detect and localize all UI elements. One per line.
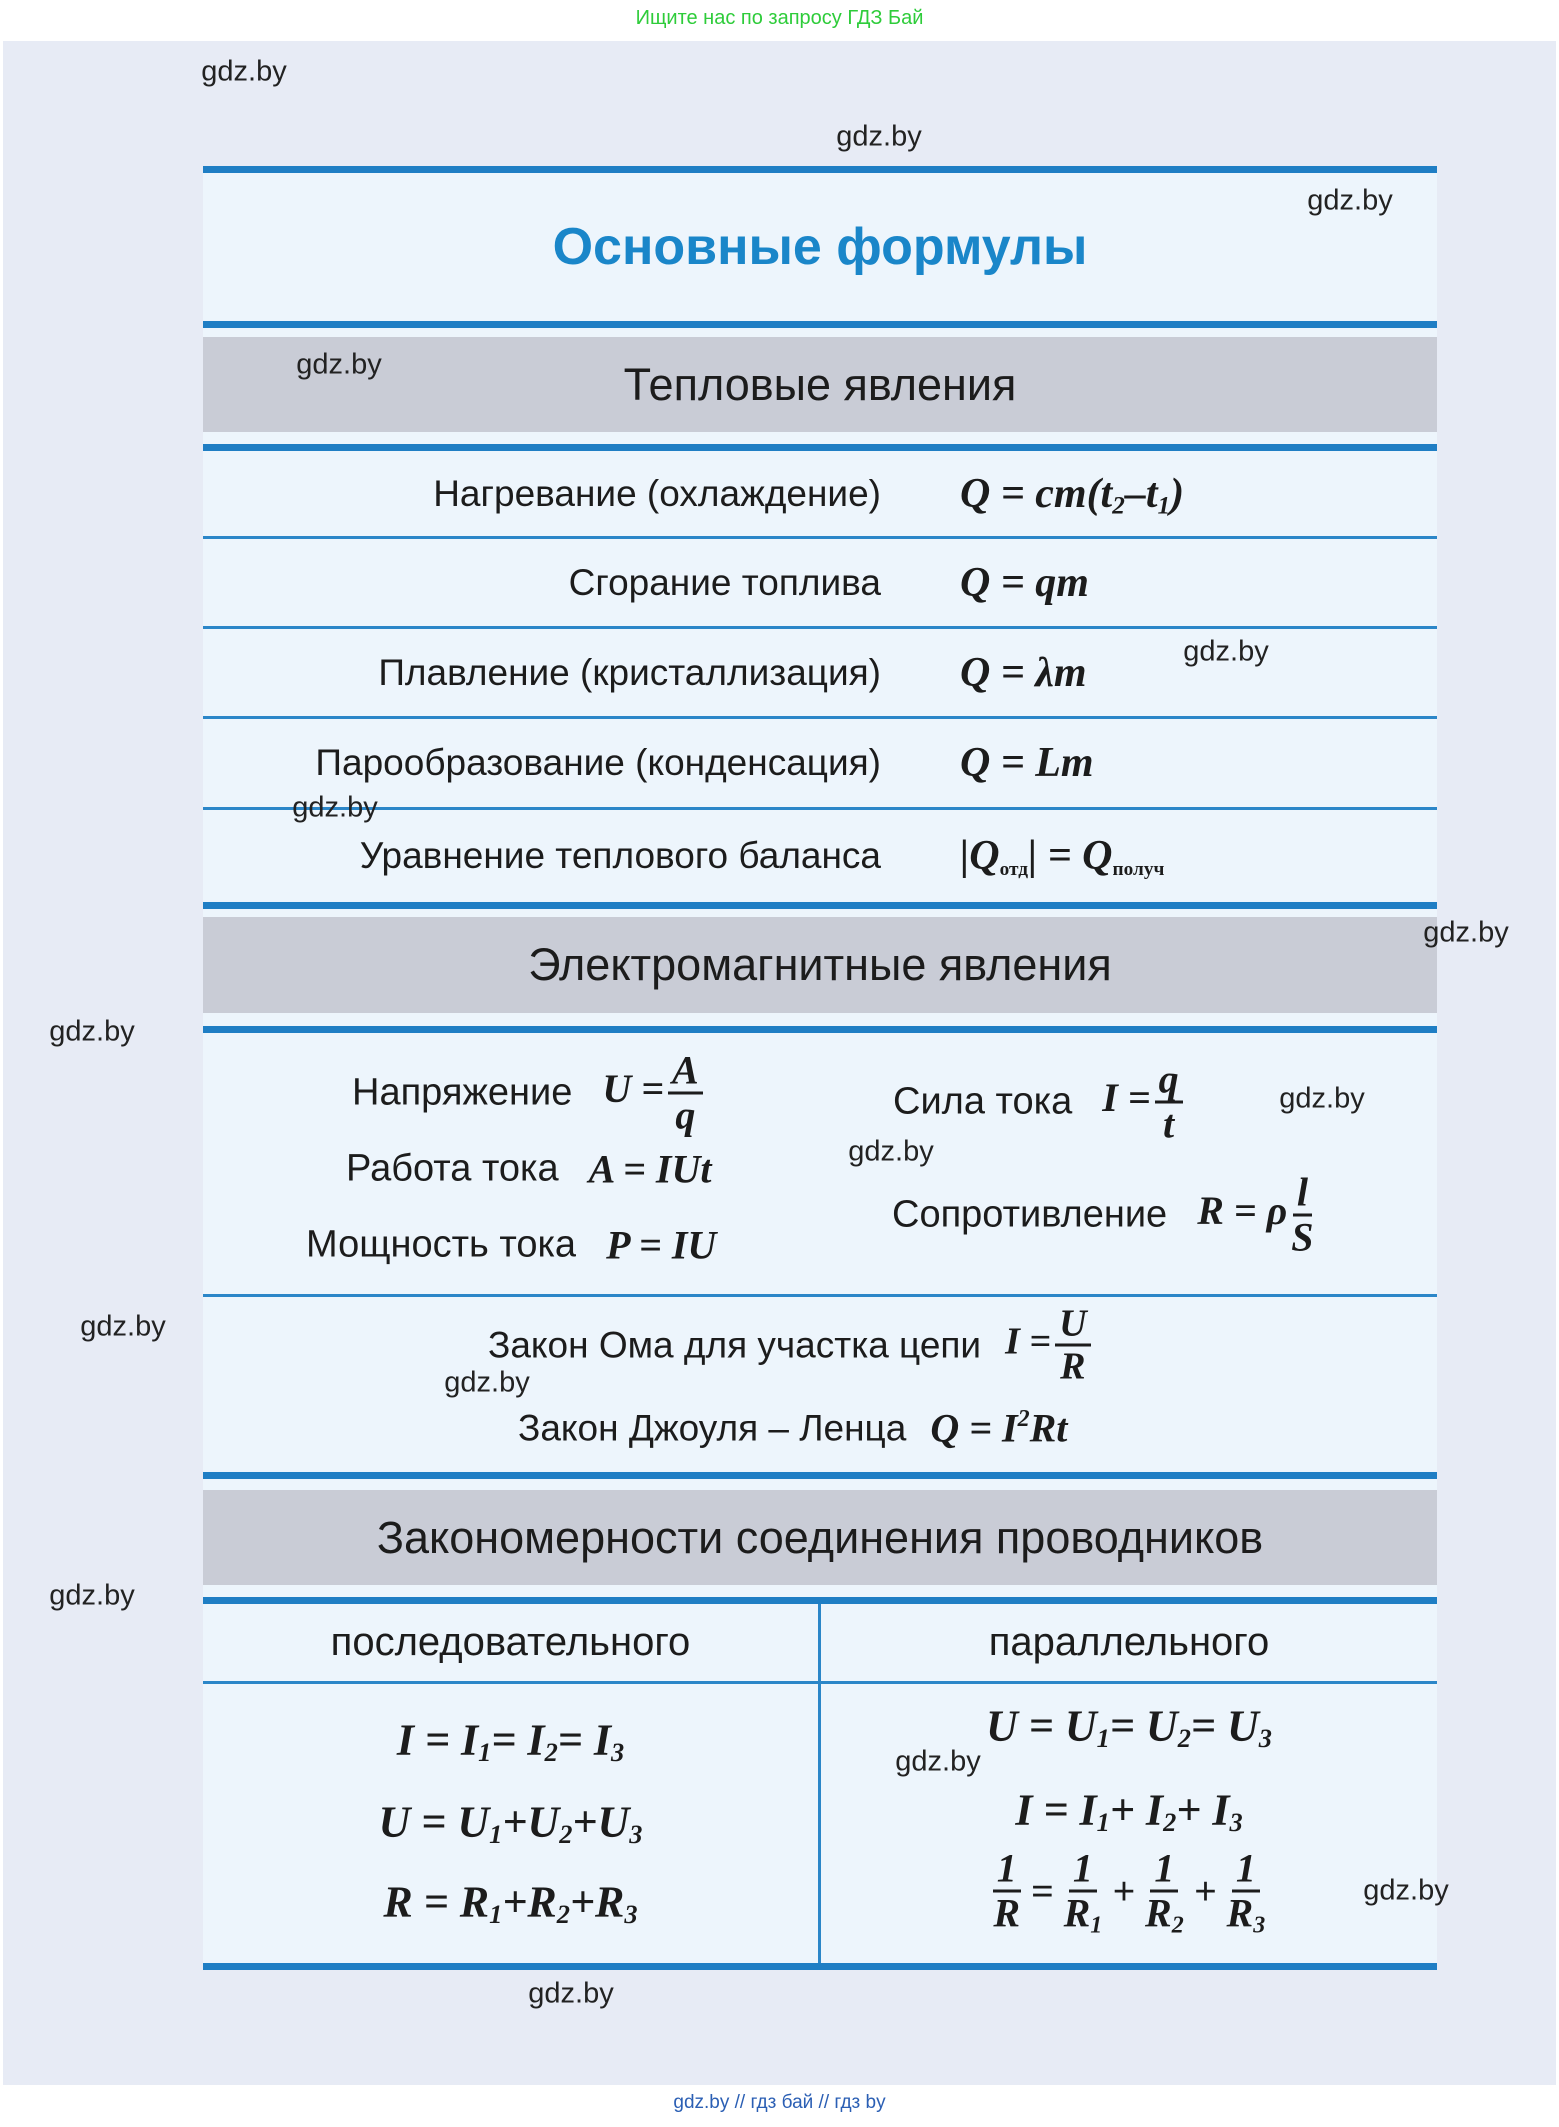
divider-blue: [203, 444, 1437, 451]
plus-sign: +: [1112, 1868, 1136, 1914]
formula-subscript: 2: [556, 1899, 570, 1930]
divider-thin: [203, 1294, 1437, 1297]
top-banner: Ищите нас по запросу ГДЗ Бай: [635, 7, 924, 29]
formula-text: + I: [1176, 1785, 1230, 1835]
numerator: q: [1155, 1060, 1183, 1104]
formula-text: –t: [1124, 470, 1158, 517]
work-formula: A = IUt: [588, 1146, 712, 1192]
page-title: Основные формулы: [552, 218, 1088, 276]
combustion-formula: Q = qm: [960, 559, 1089, 606]
voltage-item: [352, 1047, 707, 1138]
formula-text: I =: [1005, 1320, 1052, 1363]
divider-blue: [203, 1597, 1437, 1604]
parallel-voltage-cell: [821, 1701, 1437, 1752]
denominator: q: [675, 1092, 696, 1138]
resistance-formula: [1197, 1169, 1317, 1260]
series-current-cell: [203, 1715, 818, 1766]
formula-text: = I: [491, 1715, 545, 1765]
formula-text: = U: [1109, 1701, 1178, 1751]
series-resistance-formula: [383, 1877, 637, 1928]
watermark: gdz.by: [292, 791, 378, 824]
work-label: Работа тока: [346, 1147, 559, 1190]
thermal-row-vaporization: [203, 719, 1437, 807]
heating-formula: [960, 470, 1184, 518]
formula-subscript: 1: [478, 1737, 492, 1768]
divider-blue: [203, 1026, 1437, 1033]
numerator: l: [1293, 1173, 1312, 1217]
numerator: 1: [993, 1849, 1021, 1893]
denominator: S: [1291, 1214, 1314, 1260]
series-heading: последовательного: [330, 1620, 691, 1664]
fraction: [1145, 1845, 1184, 1939]
series-current-formula: [397, 1715, 624, 1766]
parallel-heading: параллельного: [988, 1620, 1270, 1664]
fraction: [1291, 1169, 1314, 1260]
parallel-resistance-formula: [989, 1845, 1269, 1939]
fraction: [1226, 1845, 1266, 1939]
formula-subscript: 1: [1096, 1807, 1110, 1838]
denominator: [1226, 1890, 1266, 1939]
formula-text: I = I: [1015, 1785, 1097, 1835]
numerator: U: [1055, 1305, 1090, 1347]
row-label: Уравнение теплового баланса: [359, 835, 881, 876]
row-label: Парообразование (конденсация): [315, 742, 881, 783]
watermark: gdz.by: [49, 1015, 135, 1048]
divider-blue: [203, 321, 1437, 328]
resistance-label: Сопротивление: [892, 1193, 1168, 1236]
formula-text: I = I: [396, 1715, 479, 1765]
fraction: [1055, 1302, 1090, 1388]
denominator: R: [1060, 1345, 1086, 1388]
fraction: [1155, 1056, 1183, 1147]
thermal-row-combustion: [203, 539, 1437, 626]
numerator: A: [668, 1051, 703, 1095]
formula-subscript: 2: [544, 1737, 558, 1768]
formula-text: ): [1170, 470, 1185, 517]
power-item: [306, 1222, 716, 1269]
formula-subscript: 1: [489, 1899, 503, 1930]
formula-text: = U: [1190, 1701, 1259, 1751]
current-formula: [1102, 1056, 1186, 1147]
formula-subscript: 3: [1258, 1723, 1272, 1754]
formula-text: R = ρ: [1197, 1188, 1288, 1234]
plus-sign: +: [1193, 1868, 1217, 1914]
numerator: 1: [1150, 1849, 1178, 1893]
thermal-row-heat-balance: [203, 810, 1437, 902]
watermark: gdz.by: [49, 1579, 135, 1612]
formula-subscript: 1: [1096, 1723, 1110, 1754]
row-label: Сгорание топлива: [568, 561, 881, 603]
watermark: gdz.by: [848, 1135, 934, 1168]
formula-text: R: [1063, 1890, 1091, 1936]
joule-law-label: Закон Джоуля – Ленца: [518, 1407, 907, 1448]
section-header-electromagnetic: Электромагнитные явления: [203, 917, 1437, 1013]
series-voltage-formula: [379, 1797, 643, 1848]
power-label: Мощность тока: [306, 1223, 577, 1266]
formula-text: +U: [572, 1797, 630, 1847]
watermark: gdz.by: [1183, 635, 1269, 668]
ohm-law-item: [488, 1302, 1095, 1388]
heat-balance-formula: [960, 832, 1164, 880]
parallel-current-cell: [821, 1785, 1437, 1836]
equals-sign: =: [1030, 1868, 1054, 1914]
thermal-row-heating: [203, 451, 1437, 536]
denominator: [1063, 1890, 1103, 1939]
section-header-thermal: Тепловые явления: [203, 337, 1437, 432]
parallel-voltage-formula: [986, 1701, 1272, 1752]
formula-subscript: 2: [1177, 1723, 1191, 1754]
formula-text: R = R: [383, 1877, 490, 1927]
watermark: gdz.by: [80, 1310, 166, 1343]
divider-blue: [203, 902, 1437, 909]
work-item: [346, 1146, 712, 1193]
formula-text: +R: [502, 1877, 557, 1927]
numerator: 1: [1232, 1849, 1260, 1893]
formula-text: +R: [569, 1877, 625, 1927]
watermark: gdz.by: [1423, 916, 1509, 949]
formula-text: R: [1145, 1890, 1172, 1936]
series-voltage-cell: [203, 1797, 818, 1848]
formula-subscript: 1: [1157, 491, 1171, 519]
watermark: gdz.by: [528, 1977, 614, 2010]
formula-superscript: 2: [1017, 1405, 1030, 1432]
divider-blue: [203, 1963, 1437, 1970]
watermark: gdz.by: [201, 55, 287, 88]
power-formula: P = IU: [606, 1222, 717, 1268]
formula-text: +U: [502, 1797, 560, 1847]
fraction: [1063, 1845, 1103, 1939]
formula-text: + I: [1109, 1785, 1164, 1835]
voltage-formula: [602, 1047, 706, 1138]
formula-text: I =: [1102, 1075, 1151, 1121]
watermark: gdz.by: [444, 1366, 530, 1399]
current-label: Сила тока: [893, 1080, 1073, 1123]
vaporization-formula: Q = Lm: [960, 740, 1094, 786]
formula-subscript: 2: [1163, 1807, 1177, 1838]
footer-text: gdz.by // гдз бай // гдз by: [673, 2092, 886, 2113]
formula-subscript: 3: [1229, 1807, 1243, 1838]
melting-formula: Q = λm: [960, 649, 1087, 696]
watermark: gdz.by: [1307, 184, 1393, 217]
row-label: Нагревание (охлаждение): [433, 472, 881, 514]
formula-subscript: 3: [610, 1737, 625, 1768]
watermark: gdz.by: [296, 348, 382, 381]
joule-law-item: [518, 1405, 1067, 1452]
formula-subscript: получ: [1112, 858, 1165, 880]
formula-subscript: 3: [624, 1899, 638, 1930]
formula-text: R: [1226, 1890, 1254, 1936]
formula-subscript: 1: [489, 1819, 503, 1850]
denominator: R: [993, 1890, 1021, 1936]
formula-text: U =: [602, 1066, 665, 1112]
formula-subscript: 3: [1253, 1912, 1266, 1939]
voltage-label: Напряжение: [352, 1071, 573, 1114]
denominator: [1145, 1890, 1184, 1939]
current-item: [893, 1056, 1187, 1147]
formula-text: Q = I: [930, 1405, 1018, 1451]
formula-subscript: 2: [559, 1819, 573, 1850]
watermark: gdz.by: [1363, 1874, 1449, 1907]
numerator: 1: [1069, 1849, 1097, 1893]
formula-subscript: 3: [629, 1819, 643, 1850]
parallel-current-formula: [1015, 1785, 1242, 1836]
formula-text: Rt: [1029, 1405, 1068, 1451]
watermark: gdz.by: [895, 1745, 981, 1778]
ohm-law-formula: [1005, 1302, 1094, 1388]
joule-law-formula: [930, 1405, 1067, 1452]
watermark: gdz.by: [1279, 1082, 1365, 1115]
formula-text: |Q: [960, 833, 1000, 879]
row-label: Плавление (кристаллизация): [378, 651, 881, 693]
formula-subscript: отд: [999, 858, 1028, 880]
formula-text: U = U: [986, 1701, 1097, 1751]
formula-text: = I: [557, 1715, 611, 1765]
divider-blue: [203, 1472, 1437, 1479]
denominator: t: [1163, 1101, 1175, 1147]
fraction: [993, 1845, 1021, 1936]
series-resistance-cell: [203, 1877, 818, 1928]
formula-text: | = Q: [1028, 833, 1113, 879]
formula-subscript: 2: [1112, 491, 1125, 519]
formula-text: Q = cm(t: [960, 470, 1113, 517]
formula-subscript: 2: [1171, 1912, 1184, 1939]
watermark: gdz.by: [836, 120, 922, 153]
formula-subscript: 1: [1090, 1912, 1103, 1939]
divider-blue: [203, 166, 1437, 173]
parallel-resistance-cell: [821, 1845, 1437, 1939]
fraction: [668, 1047, 703, 1138]
ohm-law-label: Закон Ома для участка цепи: [488, 1324, 982, 1365]
formula-text: U = U: [378, 1797, 490, 1847]
section-header-conductors: Закономерности соединения проводников: [203, 1490, 1437, 1585]
resistance-item: [892, 1169, 1318, 1260]
